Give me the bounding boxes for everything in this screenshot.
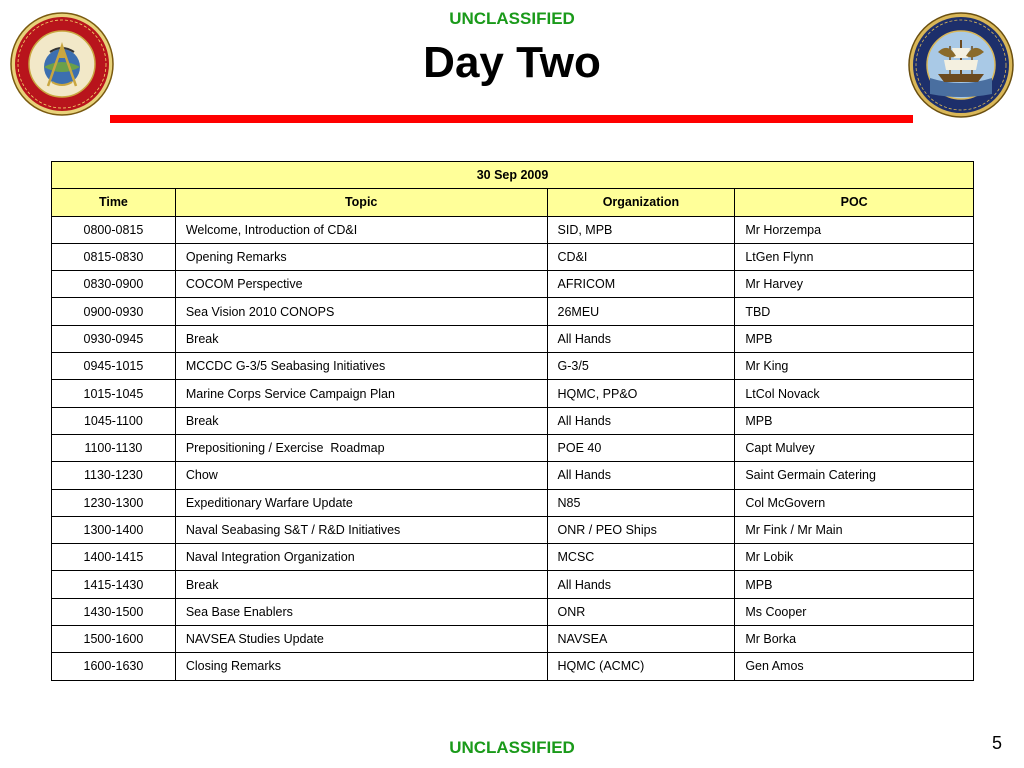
cell-topic: Naval Integration Organization	[175, 544, 547, 571]
cell-organization: G-3/5	[547, 353, 735, 380]
cell-organization: CD&I	[547, 243, 735, 270]
cell-organization: SID, MPB	[547, 216, 735, 243]
slide-title: Day Two	[423, 38, 601, 87]
cell-poc: MPB	[735, 571, 974, 598]
title-divider	[110, 115, 913, 123]
table-row	[52, 380, 974, 407]
schedule-date: 30 Sep 2009	[52, 162, 974, 189]
navy-seal-icon	[908, 12, 1014, 118]
table-row	[52, 598, 974, 625]
column-header-organization: Organization	[547, 189, 735, 216]
cell-topic: Marine Corps Service Campaign Plan	[175, 380, 547, 407]
table-row	[52, 298, 974, 325]
table-row	[52, 653, 974, 680]
cell-organization: MCSC	[547, 544, 735, 571]
cell-poc: Mr King	[735, 353, 974, 380]
cell-topic: NAVSEA Studies Update	[175, 626, 547, 653]
marine-corps-seal-icon	[10, 12, 114, 116]
cell-organization: 26MEU	[547, 298, 735, 325]
cell-poc: Capt Mulvey	[735, 434, 974, 461]
cell-poc: LtCol Novack	[735, 380, 974, 407]
cell-topic: Sea Base Enablers	[175, 598, 547, 625]
cell-time: 1130-1230	[52, 462, 176, 489]
cell-organization: All Hands	[547, 462, 735, 489]
table-row	[52, 271, 974, 298]
cell-organization: ONR / PEO Ships	[547, 516, 735, 543]
classification-banner-bottom: UNCLASSIFIED	[449, 738, 575, 757]
cell-time: 0800-0815	[52, 216, 176, 243]
cell-time: 1100-1130	[52, 434, 176, 461]
table-row	[52, 216, 974, 243]
cell-poc: Mr Fink / Mr Main	[735, 516, 974, 543]
column-header-poc: POC	[735, 189, 974, 216]
cell-time: 1600-1630	[52, 653, 176, 680]
cell-poc: Mr Borka	[735, 626, 974, 653]
table-row	[52, 353, 974, 380]
column-header-time: Time	[52, 189, 176, 216]
cell-organization: All Hands	[547, 571, 735, 598]
cell-organization: HQMC (ACMC)	[547, 653, 735, 680]
table-header-row	[52, 189, 974, 216]
table-row	[52, 516, 974, 543]
cell-time: 1500-1600	[52, 626, 176, 653]
schedule-table	[51, 161, 974, 681]
cell-organization: NAVSEA	[547, 626, 735, 653]
cell-poc: Mr Harvey	[735, 271, 974, 298]
table-row	[52, 626, 974, 653]
cell-topic: Naval Seabasing S&T / R&D Initiatives	[175, 516, 547, 543]
table-row	[52, 489, 974, 516]
cell-poc: Gen Amos	[735, 653, 974, 680]
cell-poc: Col McGovern	[735, 489, 974, 516]
cell-topic: Prepositioning / Exercise Roadmap	[175, 434, 547, 461]
cell-topic: Chow	[175, 462, 547, 489]
cell-time: 1015-1045	[52, 380, 176, 407]
cell-poc: LtGen Flynn	[735, 243, 974, 270]
cell-poc: MPB	[735, 325, 974, 352]
cell-topic: COCOM Perspective	[175, 271, 547, 298]
cell-topic: Break	[175, 407, 547, 434]
cell-time: 1430-1500	[52, 598, 176, 625]
cell-organization: All Hands	[547, 325, 735, 352]
cell-time: 0945-1015	[52, 353, 176, 380]
cell-topic: Expeditionary Warfare Update	[175, 489, 547, 516]
cell-topic: MCCDC G-3/5 Seabasing Initiatives	[175, 353, 547, 380]
page-number: 5	[992, 733, 1003, 753]
cell-topic: Break	[175, 571, 547, 598]
cell-poc: Mr Horzempa	[735, 216, 974, 243]
cell-poc: Ms Cooper	[735, 598, 974, 625]
cell-organization: All Hands	[547, 407, 735, 434]
cell-organization: POE 40	[547, 434, 735, 461]
cell-organization: HQMC, PP&O	[547, 380, 735, 407]
table-row	[52, 243, 974, 270]
cell-time: 0900-0930	[52, 298, 176, 325]
table-row	[52, 434, 974, 461]
table-date-row	[52, 162, 974, 189]
cell-organization: ONR	[547, 598, 735, 625]
cell-time: 0830-0900	[52, 271, 176, 298]
cell-time: 1400-1415	[52, 544, 176, 571]
cell-poc: MPB	[735, 407, 974, 434]
cell-poc: Mr Lobik	[735, 544, 974, 571]
cell-poc: Saint Germain Catering	[735, 462, 974, 489]
cell-time: 0930-0945	[52, 325, 176, 352]
table-row	[52, 462, 974, 489]
cell-poc: TBD	[735, 298, 974, 325]
cell-topic: Break	[175, 325, 547, 352]
cell-time: 1045-1100	[52, 407, 176, 434]
cell-time: 1230-1300	[52, 489, 176, 516]
classification-banner-top: UNCLASSIFIED	[449, 9, 575, 28]
cell-topic: Sea Vision 2010 CONOPS	[175, 298, 547, 325]
cell-topic: Closing Remarks	[175, 653, 547, 680]
cell-time: 0815-0830	[52, 243, 176, 270]
table-row	[52, 571, 974, 598]
cell-time: 1415-1430	[52, 571, 176, 598]
table-row	[52, 544, 974, 571]
cell-topic: Opening Remarks	[175, 243, 547, 270]
table-row	[52, 325, 974, 352]
cell-organization: AFRICOM	[547, 271, 735, 298]
cell-organization: N85	[547, 489, 735, 516]
column-header-topic: Topic	[175, 189, 547, 216]
cell-topic: Welcome, Introduction of CD&I	[175, 216, 547, 243]
table-row	[52, 407, 974, 434]
cell-time: 1300-1400	[52, 516, 176, 543]
